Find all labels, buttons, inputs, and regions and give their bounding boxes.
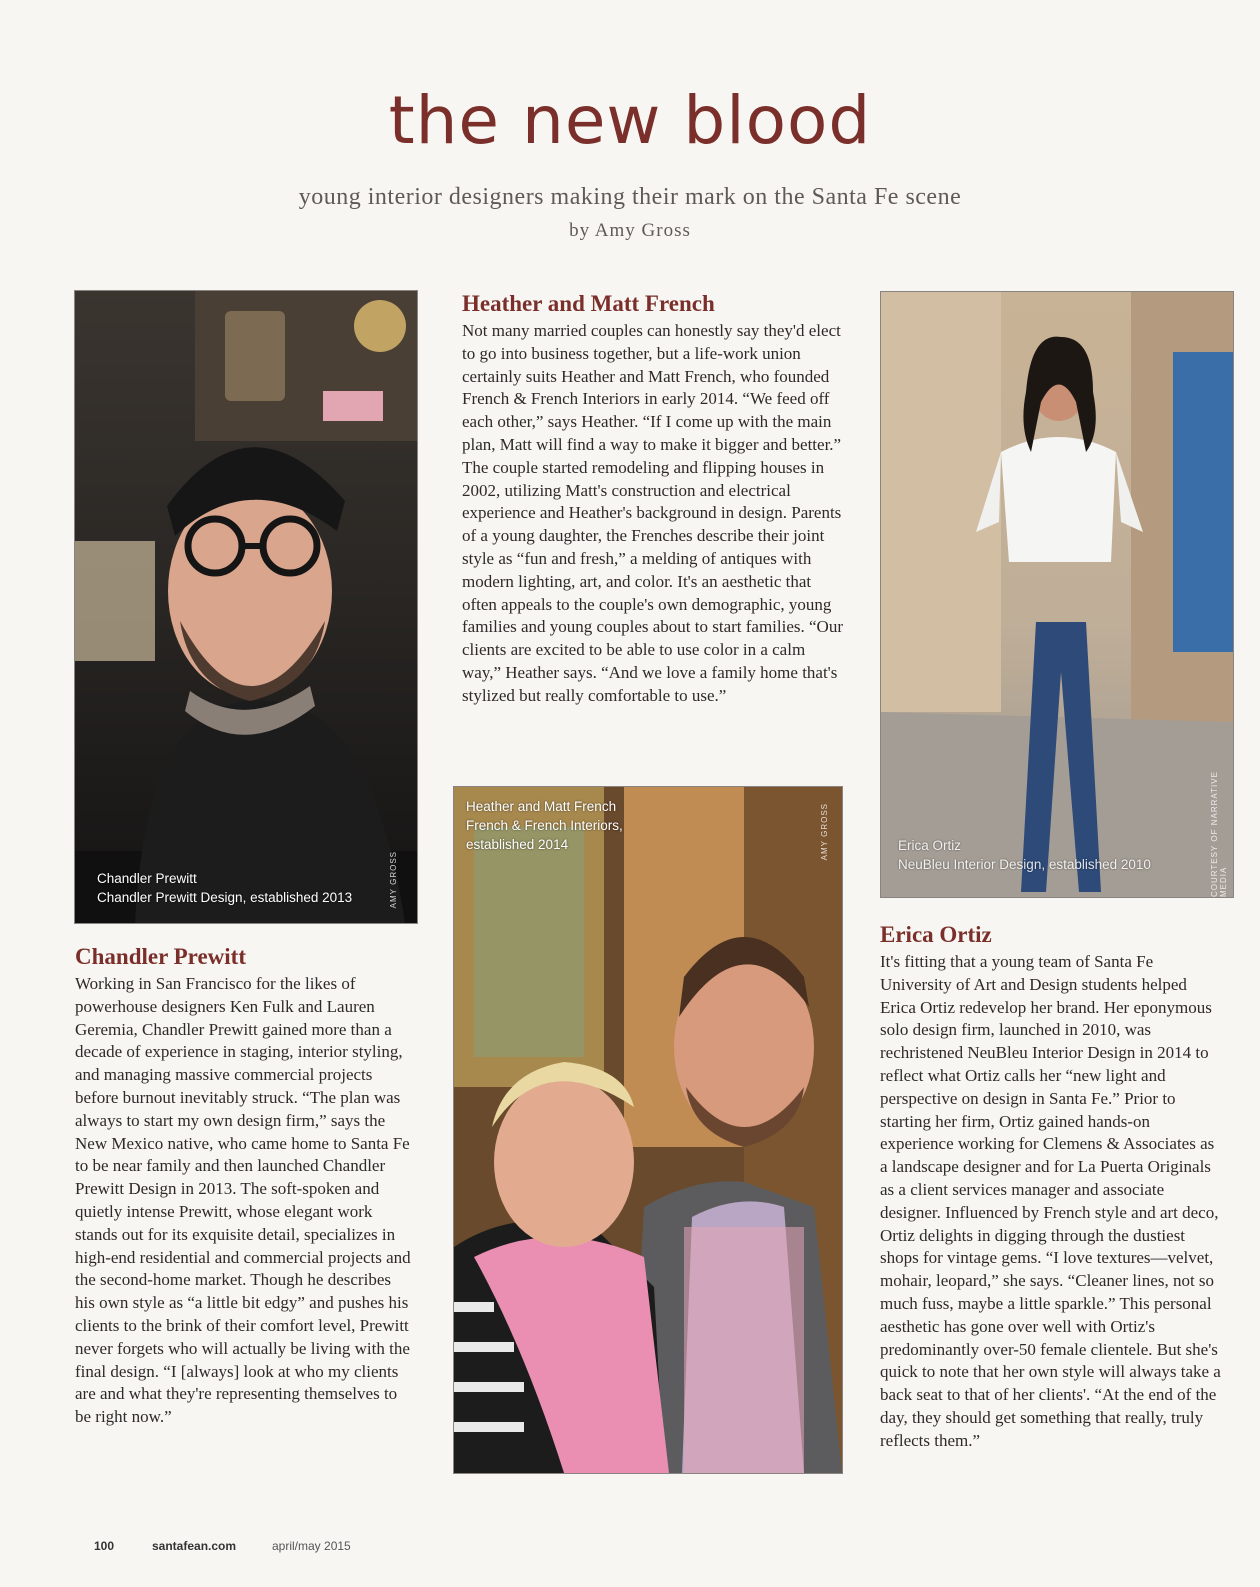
section-title-ortiz: Erica Ortiz bbox=[880, 922, 992, 947]
caption-year-french: established 2014 bbox=[466, 837, 569, 852]
section-title-prewitt: Chandler Prewitt bbox=[75, 944, 246, 969]
section-body-ortiz: It's fitting that a young team of Santa Fe University of Art and Design students helped Erica Ortiz redevelop her brand. Her eponymous solo design firm, launched in 2010, was rechristened NeuBleu Interior Design in 2014 to reflect what Ortiz calls her “new light and perspective on design in Santa Fe.” Prior to starting her firm, Ortiz gained hands-on experience working for Clemens & Associates as a landscape designer and for La Puerta Originals as a client services manager and associate designer. Influenced by French style and art deco, Ortiz delights in digging through the dustiest shops for vintage gems. “I love textures—velvet, mohair, leopard,” she says. “Cleaner lines, not so much fuss, maybe a little sparkle.” This personal aesthetic has gone over well with Ortiz's predominantly over-50 female clientele. But she's quick to note that her own style will always take a back seat to that of her clients'. “At the end of the day, they should get something that really, truly reflects them.” bbox=[880, 952, 1221, 1450]
portrait-illustration-prewitt bbox=[75, 291, 417, 923]
section-body-prewitt: Working in San Francisco for the likes of powerhouse designers Ken Fulk and Lauren Geremia, Chandler Prewitt gained more than a decade of experience in staging, interior styling, and managing massive commercial projects before burnout inevitably struck. “The plan was always to start my own design firm,” says the New Mexico native, who came home to Santa Fe to be near family and then launched Chandler Prewitt Design in 2013. The soft-spoken and quietly intense Prewitt, whose elegant work stands out for its exquisite detail, specializes in high-end residential and commercial projects and the second-home market. Though he describes his own style as “a little bit edgy” and pushes his clients to the brink of their comfort level, Prewitt never forgets who will actually be living with the final design. “I [always] look at who my clients are and what they're representing themselves to be right now.” bbox=[75, 974, 411, 1427]
photo-heather-matt-french bbox=[453, 786, 843, 1474]
byline: by Amy Gross bbox=[569, 220, 691, 241]
caption-name-french: Heather and Matt French bbox=[466, 799, 617, 814]
portrait-illustration-ortiz bbox=[881, 292, 1233, 897]
photo-erica-ortiz bbox=[880, 291, 1234, 898]
section-body-french: Not many married couples can honestly say they'd elect to go into business together, but a life-work union certainly suits Heather and Matt French, who founded French & French Interiors in early 2014. “We feed off each other,” says Heather. “If I come up with the main plan, Matt will find a way to make it bigger and better.” The couple started remodeling and flipping houses in 2002, utilizing Matt's construction and electrical experience and Heather's background in design. Parents of a young daughter, the Frenches describe their joint style as “fun and fresh,” a melding of antiques with modern lighting, art, and color. It's an aesthetic that often appeals to the couple's own demographic, young families and young couples about to start families. “Our clients are excited to be able to use color in a calm way,” Heather says. “And we love a family home that's stylized but really comfortable to use.” bbox=[462, 321, 843, 705]
caption-firm-french: French & French Interiors, bbox=[466, 818, 623, 833]
subtitle: young interior designers making their mark on the Santa Fe scene bbox=[298, 184, 962, 210]
caption-firm-ortiz: NeuBleu Interior Design, established 2010 bbox=[898, 857, 1151, 872]
photo-credit-french: AMY GROSS bbox=[820, 803, 829, 861]
photo-chandler-prewitt bbox=[74, 290, 418, 924]
caption-firm-prewitt: Chandler Prewitt Design, established 2013 bbox=[97, 890, 353, 905]
page-title: the new blood bbox=[388, 82, 872, 159]
portrait-illustration-french bbox=[454, 787, 842, 1473]
photo-credit-ortiz: COURTESY OF NARRATIVE MEDIA bbox=[1210, 771, 1228, 897]
caption-name-prewitt: Chandler Prewitt bbox=[97, 871, 197, 886]
footer-issue: april/may 2015 bbox=[272, 1539, 351, 1553]
section-title-french: Heather and Matt French bbox=[462, 291, 715, 316]
photo-credit-prewitt: AMY GROSS bbox=[389, 851, 398, 909]
footer-site: santafean.com bbox=[152, 1539, 237, 1553]
caption-name-ortiz: Erica Ortiz bbox=[898, 838, 962, 853]
page-number: 100 bbox=[94, 1539, 115, 1553]
